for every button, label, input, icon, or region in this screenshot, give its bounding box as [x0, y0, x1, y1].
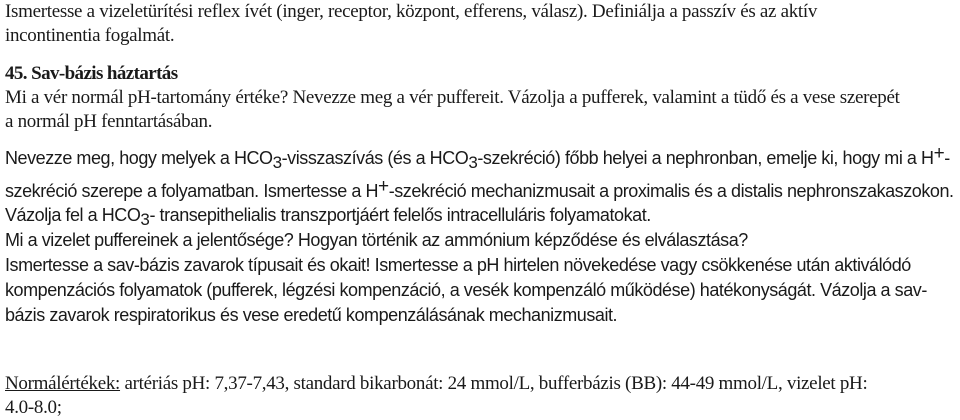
- text-fragment: - transepithelialis transzportjáért felelős intracelluláris folyamatokat.: [149, 205, 651, 225]
- subscript: 3: [468, 153, 478, 172]
- subscript: 3: [272, 153, 282, 172]
- subscript: 3: [140, 210, 150, 229]
- text-line-13: [5, 372, 867, 396]
- normal-values-label: Normálértékek:: [5, 373, 121, 394]
- text-line-8: [5, 203, 651, 228]
- text-line-9: Mi a vizelet puffereinek a jelentősége? Hogyan történik az ammónium képződése és elválasztása?: [5, 230, 748, 250]
- text-line-7: [5, 176, 954, 204]
- superscript: +: [933, 143, 945, 164]
- text-line-12: bázis zavarok respiratorikus és vese eredetű kompenzálásának mechanizmusait.: [5, 305, 618, 325]
- section-heading: 45. Sav-bázis háztartás: [5, 63, 178, 84]
- text-line-5: a normál pH fenntartásában.: [5, 111, 213, 132]
- text-fragment: -visszaszívás (és a HCO: [281, 148, 469, 168]
- text-fragment: -szekréció) főbb helyei a nephronban, emelje ki, hogy mi a H: [477, 148, 934, 168]
- text-fragment: Nevezze meg, hogy melyek a HCO: [5, 148, 273, 168]
- text-fragment: -szekréció mechanizmusait a proximalis és a distalis nephronszakaszokon.: [388, 181, 954, 201]
- normal-values-text: artériás pH: 7,37-7,43, standard bikarbonát: 24 mmol/L, bufferbázis (BB): 44-49 mmol/L, vizelet pH:: [120, 373, 868, 394]
- text-fragment: szekréció szerepe a folyamatban.: [5, 181, 259, 201]
- text-fragment: Ismertesse a H: [263, 181, 379, 201]
- text-fragment: -: [944, 148, 950, 168]
- text-line-1: Ismertesse a vizeletürítési reflex ívét (inger, receptor, központ, efferens, válasz). Definiálja a passzív és az aktív: [5, 1, 818, 22]
- text-fragment: Vázolja fel a HCO: [5, 205, 141, 225]
- text-line-14: 4.0-8.0;: [5, 397, 62, 418]
- text-line-6: [5, 143, 950, 172]
- text-line-11: kompenzációs folyamatok (pufferek, légzési kompenzáció, a vesék kompenzáló működése) hatékonyságát. Vázolja a sav-: [5, 280, 927, 300]
- text-line-2: incontinentia fogalmát.: [5, 25, 175, 46]
- text-line-4: Mi a vér normál pH-tartomány értéke? Nevezze meg a vér puffereit. Vázolja a pufferek, valamint a tüdő és a vese szerepét: [5, 87, 900, 108]
- superscript: +: [378, 176, 389, 197]
- text-line-10: Ismertesse a sav-bázis zavarok típusait és okait! Ismertesse a pH hirtelen növekedése vagy csökkenése után aktiválódó: [5, 255, 911, 275]
